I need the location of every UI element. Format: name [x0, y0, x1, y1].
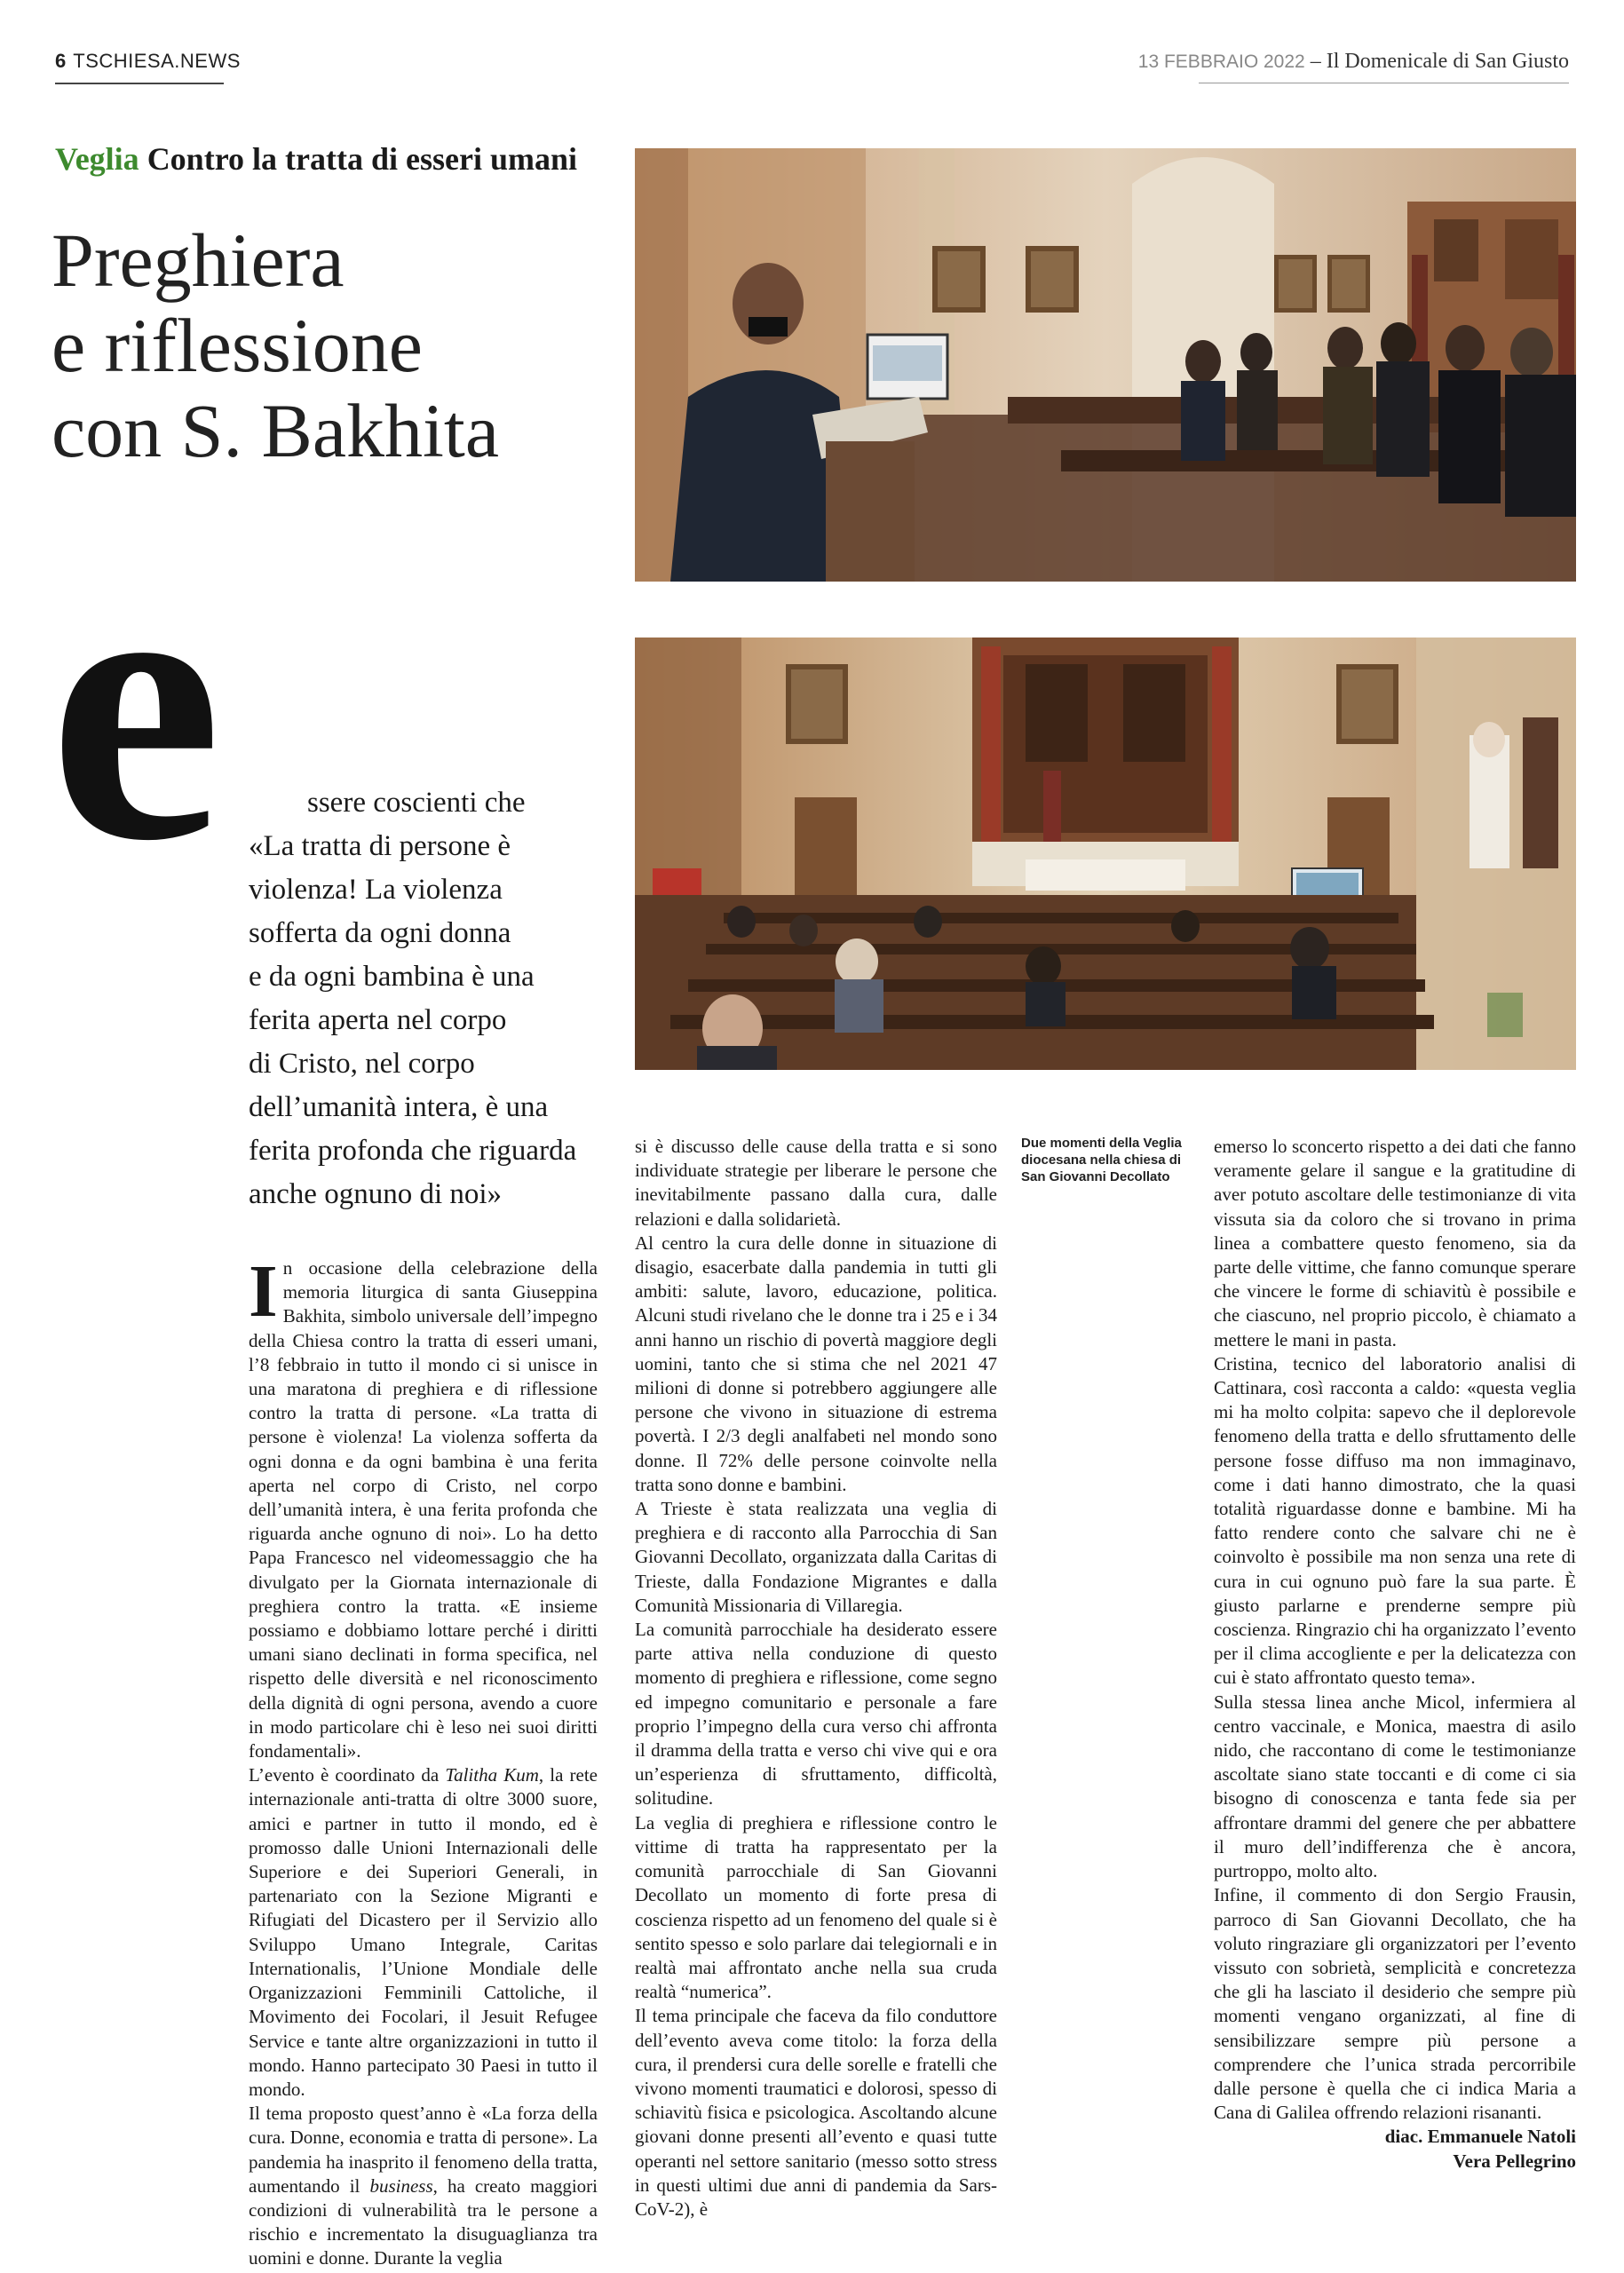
- paragraph-text: , ha creato maggiori condizioni di vulnerabilità tra le persone a rischio e incrementato la disuguaglianza tra uomini e donne. Durante la veglia: [249, 2174, 598, 2269]
- kicker-text: Contro la tratta di esseri umani: [147, 141, 577, 177]
- header-right: [1138, 50, 1569, 74]
- paragraph-text: Il tema proposto quest’anno è «La forza della cura. Donne, economia e tratta di persone». La pandemia ha inasprito il fenomeno della tratta, aumentando il: [249, 2103, 598, 2197]
- photo-caption: Due momenti della Veglia diocesana nella chiesa di San Giovanni Decollato: [1021, 1136, 1182, 1184]
- header-left: [55, 50, 241, 73]
- pull-quote-line: ssere coscienti che: [307, 787, 526, 819]
- publication-name: Il Domenicale di San Giusto: [1326, 50, 1569, 73]
- issue-date: 13 FEBBRAIO 2022: [1137, 51, 1305, 72]
- pull-quote-line: ferita aperta nel corpo: [249, 1004, 507, 1036]
- paragraph: emerso lo sconcerto rispetto a dei dati che fanno veramente gelare il sangue e la gratitudine di aver potuto ascoltare delle testimonianze di vita vissuta sia da coloro che si trovano in prima linea a combattere questo fenomeno, sia da parte delle vittime, che fanno comunque sperare che vincere le forme di schiavitù è possibile e che ciascuno, nel proprio piccolo, è chiamato a mettere le mani in pasta.: [1214, 1136, 1576, 1350]
- paragraph: [249, 2102, 598, 2270]
- pull-quote: [249, 781, 622, 1216]
- article-column-1: [249, 1250, 598, 2271]
- paragraph: Al centro la cura delle donne in situazione di disagio, esacerbate dalla pandemia in tutti gli ambiti: salute, lavoro, educazione, politica. Alcuni studi rivelano che le donne tra i 25 e i 34 anni hanno un rischio di povertà maggiore degli uomini, tanto che si stima che nel 2021 47 milioni di donne si potrebbero aggiungere alle persone che vivono in situazione di estrema povertà. I 2/3 degli analfabeti nel mondo sono donne. Il 72% delle persone coinvolte nella tratta sono donne e bambini.: [635, 1232, 997, 1495]
- article-column-3: [1214, 1135, 1576, 2174]
- paragraph-text: , la rete internazionale anti-tratta di oltre 3000 suore, amici e partner in tutto il mondo, ed è promosso dalle Unioni Internazionali delle Superiore e dei Superiori Generali, in partenariato con la Sezione Migranti e Rifugiati del Dicastero per il Servizio allo Sviluppo Umano Integrale, Caritas Internationalis, l’Unione Mondiale delle Organizzazioni Femminili Cattoliche, il Movimento dei Focolari, il Jesuit Refugee Service e tante altre organizzazioni in tutto il mondo. Hanno partecipato 30 Paesi in tutto il mondo.: [249, 1764, 598, 2100]
- article-column-2: [635, 1135, 997, 2222]
- pull-quote-line: dell’umanità intera, è una: [249, 1091, 549, 1123]
- pull-quote-line: ferita profonda che riguarda: [249, 1135, 577, 1167]
- pull-quote-line: e da ogni bambina è una: [249, 961, 535, 993]
- paragraph: La comunità parrocchiale ha desiderato essere parte attiva nella conduzione di questo momento di preghiera e riflessione, come segno ed impegno comunitario e personale a fare proprio l’impegno della cura verso chi affronta il dramma della tratta e verso chi vive qui e ora un’esperienza di sfruttamento, difficoltà, solitudine.: [635, 1619, 997, 1810]
- site-name: TSCHIESA.NEWS: [73, 50, 241, 72]
- header-separator: –: [1310, 50, 1321, 73]
- paragraph: Cristina, tecnico del laboratorio analisi di Cattinara, così racconta a caldo: «questa veglia mi ha molto colpita: sapevo che il deplorevole fenomeno della tratta e dello sfruttamento delle persone fosse diffuso ma non immaginavo, come i dati hanno dimostrato, che la quasi totalità riguardasse donne e bambine. Mi ha fatto rendere conto che salvare chi ne è coinvolto è possibile ma non senza una rete di cura in cui ognuno può fare la sua parte. È giusto parlarne e prenderne sempre più coscienza. Ringrazio chi ha organizzato l’evento per il clima accogliente e per la delicatezza con cui è stato affrontato questo tema».: [1214, 1352, 1576, 1689]
- author-signature: diac. Emmanuele Natoli: [1384, 2126, 1576, 2148]
- headline-line: con S. Bakhita: [51, 388, 499, 473]
- emphasis-text: business: [369, 2174, 433, 2197]
- page-number: 6: [55, 50, 67, 72]
- pull-quote-line: anche ognuno di noi»: [249, 1178, 503, 1210]
- headline: [51, 218, 602, 473]
- paragraph: [249, 1763, 598, 2102]
- photo-vigil-speaker: [635, 148, 1576, 582]
- paragraph: A Trieste è stata realizzata una veglia di preghiera e di racconto alla Parrocchia di San Giovanni Decollato, organizzata dalla Caritas di Trieste, dalla Fondazione Migrantes e dalla Comunità Missionaria di Villaregia.: [635, 1498, 997, 1616]
- pull-quote-line: violenza! La violenza: [249, 874, 503, 906]
- paragraph: [249, 1250, 598, 1763]
- kicker: [55, 140, 577, 178]
- paragraph: Sulla stessa linea anche Micol, infermiera al centro vaccinale, e Monica, maestra di asilo nido, che raccontano di come le testimonianze ascoltate siano state toccanti e di come ci sia bisogno di conoscenza e tanta fede sia per affrontare drammi del genere che per abbattere il muro dell’indifferenza che è ancora, purtroppo, molto alto.: [1214, 1691, 1576, 1882]
- drop-cap: e: [49, 489, 223, 922]
- headline-line: Preghiera: [51, 218, 345, 303]
- paragraph: La veglia di preghiera e riflessione contro le vittime di tratta ha rappresentato per la comunità parrocchiale di San Giovanni Decollato un momento di forte presa di coscienza rispetto ad un fenomeno del quale si è sentito spesso e solo parlare dai telegiornali e in realtà mai affrontato anche nella sua cruda realtà “numerica”.: [635, 1811, 997, 2003]
- photo-vigil-congregation: [635, 638, 1576, 1070]
- author-signature: Vera Pellegrino: [1453, 2150, 1576, 2172]
- emphasis-text: Talitha Kum: [445, 1764, 539, 1786]
- initial-letter: I: [249, 1250, 278, 1333]
- photo-vigil-congregation-illustration: [635, 638, 1576, 1070]
- paragraph: Infine, il commento di don Sergio Frausin, parroco di San Giovanni Decollato, che ha voluto ringraziare gli organizzatori per l’evento vissuto con sobrietà, semplicità e concretezza che gli ha lasciato il desiderio che sempre più momenti vengano organizzati, al fine di sensibilizzare sempre più persone a comprendere che l’unica strada percorribile dalle persone è quella che ci indica Maria a Cana di Galilea offrendo relazioni risananti.: [1214, 1884, 1576, 2124]
- pull-quote-line: di Cristo, nel corpo: [249, 1048, 475, 1080]
- paragraph-text: L’evento è coordinato da: [249, 1764, 446, 1786]
- headline-line: e riflessione: [51, 303, 423, 388]
- paragraph-text: n occasione della celebrazione della memoria liturgica di santa Giuseppina Bakhita, simbolo universale dell’impegno della Chiesa contro la tratta di esseri umani, l’8 febbraio in tutto il mondo ci si unisce in una maratona di preghiera e di riflessione contro la tratta di persone. «La tratta di persone è violenza! La violenza sofferta da ogni donna e da ogni bambina è una ferita aperta nel corpo di Cristo, nel corpo dell’umanità intera, è una ferita profonda che riguarda anche ognuno di noi». Lo ha detto Papa Francesco nel videomessaggio che ha divulgato per la Giornata internazionale di preghiera contro la tratta. «E insieme possiamo e dobbiamo lottare perché i diritti umani siano declinati in forma specifica, nel rispetto delle diversità e nel riconoscimento della dignità di ogni persona, avendo a cuore in modo particolare chi è leso nei suoi diritti fondamentali».: [249, 1257, 598, 1762]
- pull-quote-line: sofferta da ogni donna: [249, 917, 511, 949]
- pull-quote-line: «La tratta di persone è: [249, 830, 511, 862]
- kicker-tag: Veglia: [55, 141, 139, 177]
- paragraph: si è discusso delle cause della tratta e si sono individuate strategie per liberare le persone che inevitabilmente passano dalla cura, dalle relazioni e dalla solidarietà.: [635, 1136, 997, 1230]
- header-rule-left: [55, 83, 224, 84]
- paragraph: Il tema principale che faceva da filo conduttore dell’evento aveva come titolo: la forza della cura, il prendersi cura delle sorelle e fratelli che vivono momenti traumatici e dolorosi, spesso di schiavitù fisica e psicologica. Ascoltando alcune giovani donne presenti all’evento e quasi tutte operanti nel settore sanitario (messo sotto stress in questi ultimi due anni di pandemia da Sars-CoV-2), è: [635, 2005, 997, 2220]
- photo-vigil-speaker-illustration: [635, 148, 1576, 582]
- page-header: [55, 46, 1569, 85]
